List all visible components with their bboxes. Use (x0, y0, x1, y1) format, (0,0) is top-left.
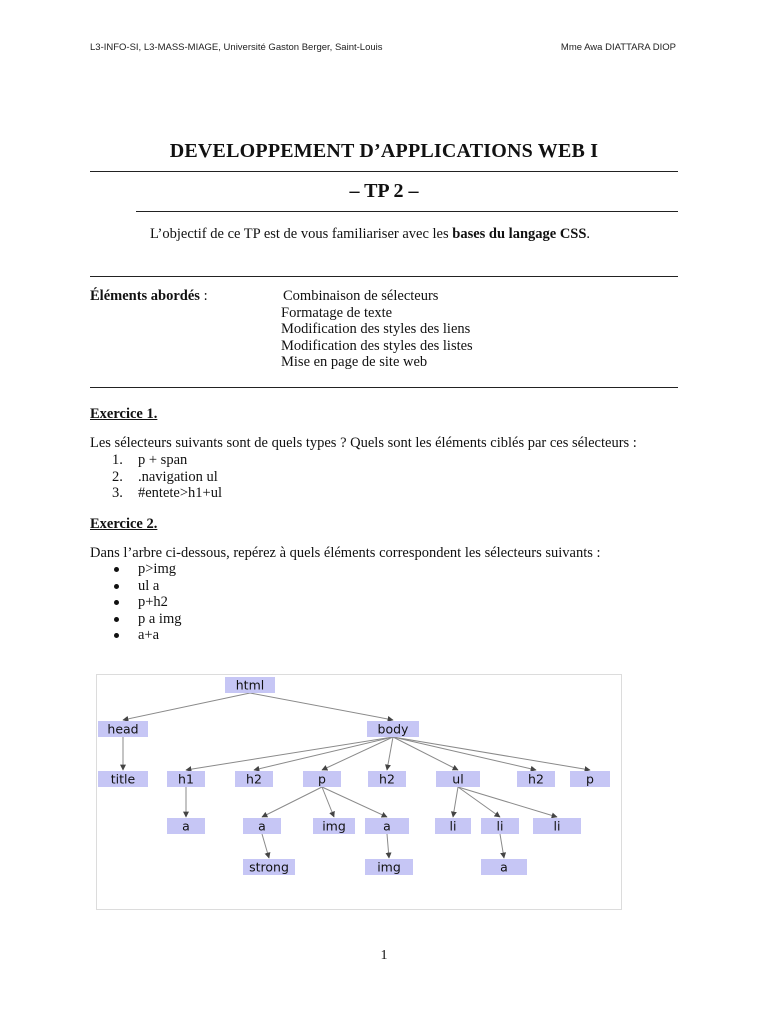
exercise2-item: a+a (90, 627, 182, 644)
tree-node-strong (243, 859, 295, 875)
exercise1-item (90, 469, 222, 486)
tree-node-label: a (500, 859, 508, 875)
exercise1-item-text: .navigation ul (138, 468, 218, 485)
elements-item: Modification des styles des liens (281, 321, 471, 338)
tree-edge-a2-strong (262, 834, 269, 858)
tree-node-label: img (322, 818, 346, 834)
tree-node-li2 (481, 818, 519, 834)
tree-node-label: a (258, 818, 266, 834)
exercise2-title: Exercice 2. (90, 516, 158, 532)
dom-tree-diagram (96, 674, 622, 910)
tree-edge-body-h2a (254, 737, 393, 770)
tree-node-a1 (167, 818, 205, 834)
exercise1-item-text: p + span (138, 452, 188, 468)
tree-node-a4 (481, 859, 527, 875)
tree-node-label: head (107, 721, 139, 737)
tree-node-p2 (570, 771, 610, 787)
tree-edge-body-h1 (186, 737, 393, 770)
tree-edge-ul-li3 (458, 787, 557, 817)
elements-label-bold: Éléments abordés (90, 288, 200, 304)
tree-edge-ul-li1 (453, 787, 458, 817)
tree-node-label: a (383, 818, 391, 834)
tree-edge-body-p2 (393, 737, 590, 770)
tree-edge-body-h2b (387, 737, 393, 770)
tree-node-label: body (377, 721, 409, 737)
subtitle-rule (136, 211, 678, 212)
elements-item: Mise en page de site web (281, 354, 428, 371)
tree-node-ul (436, 771, 480, 787)
tree-edge-a3-img2 (387, 834, 389, 858)
tree-node-label: h2 (379, 771, 395, 787)
tree-node-label: a (182, 818, 190, 834)
exercise1-text: Les sélecteurs suivants sont de quels types ? Quels sont les éléments ciblés par ces sélecteurs : (90, 435, 637, 451)
tree-node-li1 (435, 818, 471, 834)
tree-node-label: strong (249, 859, 289, 875)
exercise1-item-number: 3. (112, 485, 123, 501)
title-rule (90, 171, 678, 172)
tree-node-label: h2 (528, 771, 544, 787)
tree-node-label: ul (452, 771, 464, 787)
objective-bold: bases du langage CSS (452, 226, 587, 242)
elements-label-suffix: : (199, 288, 208, 304)
tree-node-h2a (235, 771, 273, 787)
objective-suffix: . (586, 226, 591, 242)
tree-node-p1 (303, 771, 341, 787)
exercise1-item-number: 2. (112, 468, 123, 485)
elements-list (281, 288, 473, 371)
elements-item: Formatage de texte (281, 304, 393, 321)
exercise1-list (90, 452, 222, 502)
exercise2-item: p+h2 (90, 594, 182, 611)
header-left: L3-INFO-SI, L3-MASS-MIAGE, Université Gaston Berger, Saint-Louis (90, 42, 383, 53)
exercise1-item (90, 485, 222, 502)
tree-node-body (367, 721, 419, 737)
exercise1-item-number: 1. (112, 452, 123, 468)
tree-edge-body-p1 (322, 737, 393, 770)
elements-bottom-rule (90, 387, 678, 388)
elements-item: Modification des styles des listes (281, 337, 473, 354)
exercise1-item-text: #entete>h1+ul (138, 485, 222, 501)
exercise2-item: p>img (90, 561, 182, 578)
tree-node-label: h1 (178, 771, 194, 787)
tree-node-img2 (365, 859, 413, 875)
dom-tree-svg (97, 675, 621, 909)
tree-edge-ul-li2 (458, 787, 500, 817)
exercise2-item: p a img (90, 611, 182, 628)
tree-node-label: li (449, 818, 457, 834)
tree-node-h2c (517, 771, 555, 787)
exercise2-text: Dans l’arbre ci-dessous, repérez à quels éléments correspondent les sélecteurs suivants : (90, 545, 601, 561)
page-number: 1 (380, 948, 388, 963)
tp-subtitle: – TP 2 – (349, 180, 419, 202)
tree-node-h2b (368, 771, 406, 787)
elements-item: Combinaison de sélecteurs (283, 288, 439, 304)
header-right: Mme Awa DIATTARA DIOP (560, 42, 676, 53)
document-title: DEVELOPPEMENT D’APPLICATIONS WEB I (169, 140, 599, 162)
tree-node-head (98, 721, 148, 737)
tree-node-a3 (365, 818, 409, 834)
tree-node-label: p (318, 771, 326, 787)
tree-node-label: title (110, 771, 136, 787)
exercise1-title: Exercice 1. (90, 406, 158, 422)
tree-edge-body-h2c (393, 737, 536, 770)
exercise1-item (90, 452, 222, 469)
objective-text (150, 226, 590, 243)
elements-label (90, 288, 208, 305)
tree-edge-html-body (250, 693, 393, 720)
tree-node-img1 (313, 818, 355, 834)
tree-node-label: li (496, 818, 504, 834)
tree-node-h1 (167, 771, 205, 787)
tree-node-li3 (533, 818, 581, 834)
tree-edge-html-head (123, 693, 250, 720)
tree-edge-li2-a4 (500, 834, 504, 858)
elements-top-rule (90, 276, 678, 277)
exercise2-list (90, 561, 182, 644)
tree-node-label: html (235, 677, 265, 693)
exercise2-item: ul a (90, 578, 182, 595)
tree-node-label: img (377, 859, 401, 875)
tree-node-label: h2 (246, 771, 262, 787)
tree-node-label: li (553, 818, 561, 834)
tree-node-title (98, 771, 148, 787)
tree-node-a2 (243, 818, 281, 834)
objective-prefix: L’objectif de ce TP est de vous familiariser avec les (150, 226, 453, 242)
tree-node-html (225, 677, 275, 693)
tree-edge-p1-a2 (262, 787, 322, 817)
tree-node-label: p (586, 771, 594, 787)
